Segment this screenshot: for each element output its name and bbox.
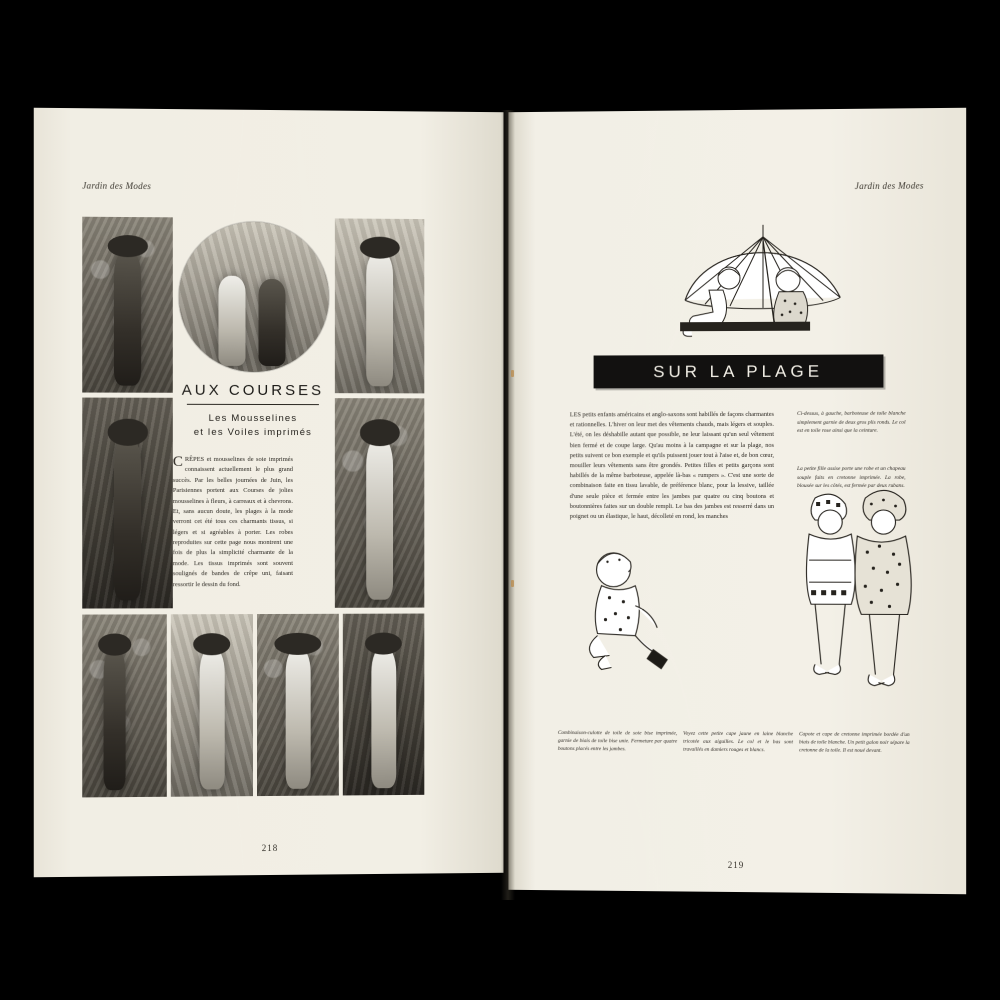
article-title-block <box>173 382 333 441</box>
photo-woman-cloche-hat <box>82 398 173 609</box>
photo-woman-checked-dress <box>335 398 424 608</box>
photo-woman-wide-hat <box>257 614 339 796</box>
left-body-text <box>173 455 293 590</box>
left-page <box>34 108 504 878</box>
side-note-2: La petite fille assise porte une robe et un chapeau souple faits en cretonne imprimée. La robe, blousée sur les côtés, est fermée par deux rubans. <box>797 465 906 490</box>
caption-2: Voyez cette petite cape jaune en laine blanche tricotée aux aiguilles. Le col et le bas sont travaillés en damiers rouges et blancs. <box>683 730 794 754</box>
caption-1: Combinaison-culotte de toile de soie bise imprimée, garnie de biais de toile bise unie. Fermeture par quatre boutons placés entre les jambes. <box>557 729 678 753</box>
section-banner <box>594 354 884 388</box>
folio-right: 219 <box>727 859 745 871</box>
illustration-girl-in-printed-cape <box>847 482 926 693</box>
photo-two-women-standing <box>82 614 167 797</box>
binding-mark-bottom <box>511 580 514 587</box>
title-divider <box>187 404 319 405</box>
left-body-paragraph: RÊPES et mousselines de soie imprimés connaissent actuellement le plus grand succès. Par les belles journées de Juin, les Parisiennes portent aux Courses de jolies mousselines à fleurs, à carreaux et à chevrons. Et, sans aucun doute, les plages à la mode verront cet été tous ces charmants tissus, si légers et si agréables à porter. Les robes reproduites sur cette page nous montrent une fois de plus la simplicité charmante de la mode. Les tissus imprimés sont souvent soulignés de bandes de crêpe uni, faisant ressortir le dessin du fond. <box>172 455 293 588</box>
photo-woman-printed-dress-right <box>335 218 424 393</box>
running-head-right: Jardin des Modes <box>854 180 924 192</box>
right-body-text: LES petits enfants américains et anglo-saxons sont habillés de façons charmantes et rationnelles. L'hiver on leur met des vêtements chauds, mais légers et souples. L'été, on les déshabille autant que possible, ne leur laissant qu'un seul vêtement bien fermé et de coupe large. Qu'au moins à la campagne et sur la plage, nos petits suivent ce bon exemple et qu'ils puissent jouer tout à l'aise et, de bon cœur, mouiller leurs vêtements sans être grondés. Petites filles et petits garçons sont habillés de la même barboteuse, appelée là-bas « rumpers ». C'est une sorte de combinaison faite en tissu lavable, de préférence blanc, pour la lessive, taillée d'une seule pièce et fermée entre les jambes par quatre ou cinq boutons et boutonnières faites sur un double rempli. Le bas des jambes est resserré dans un poignet ou un élastique, le haut, décolleté en rond, les manches <box>569 410 775 520</box>
photo-oval-group-racecourse <box>179 221 329 372</box>
banner-title: SUR LA PLAGE <box>653 361 824 381</box>
page-gutter <box>501 110 515 900</box>
folio-left: 218 <box>261 842 279 854</box>
photo-woman-floral-dress <box>171 614 253 797</box>
right-page <box>508 108 966 894</box>
illustration-children-under-parasol <box>625 199 875 360</box>
running-head-left: Jardin des Modes <box>82 180 152 192</box>
page-title: AUX COURSES <box>181 381 324 400</box>
drop-cap: C <box>172 453 183 470</box>
magazine-spread <box>35 110 965 900</box>
subtitle-line-1: Les Mousselines <box>208 412 298 425</box>
caption-3: Capote et cape de cretonne imprimée bordée d'un biais de toile blanche. Un petit galon noir sépare la cretonne de la toile. Il est noué devant. <box>799 731 910 755</box>
photo-woman-dark-dress-left <box>82 217 173 393</box>
binding-mark-top <box>511 370 514 377</box>
illustration-seated-child-with-spade <box>566 540 695 690</box>
subtitle-line-2: et les Voiles imprimés <box>193 427 313 439</box>
photo-woman-scarf-dress <box>343 614 424 796</box>
side-note-1: Ci-dessus, à gauche, barboteuse de toile blanche simplement garnie de deux gros plis ronds. Le col est en toile rose ainsi que la ceinture. <box>797 410 906 435</box>
